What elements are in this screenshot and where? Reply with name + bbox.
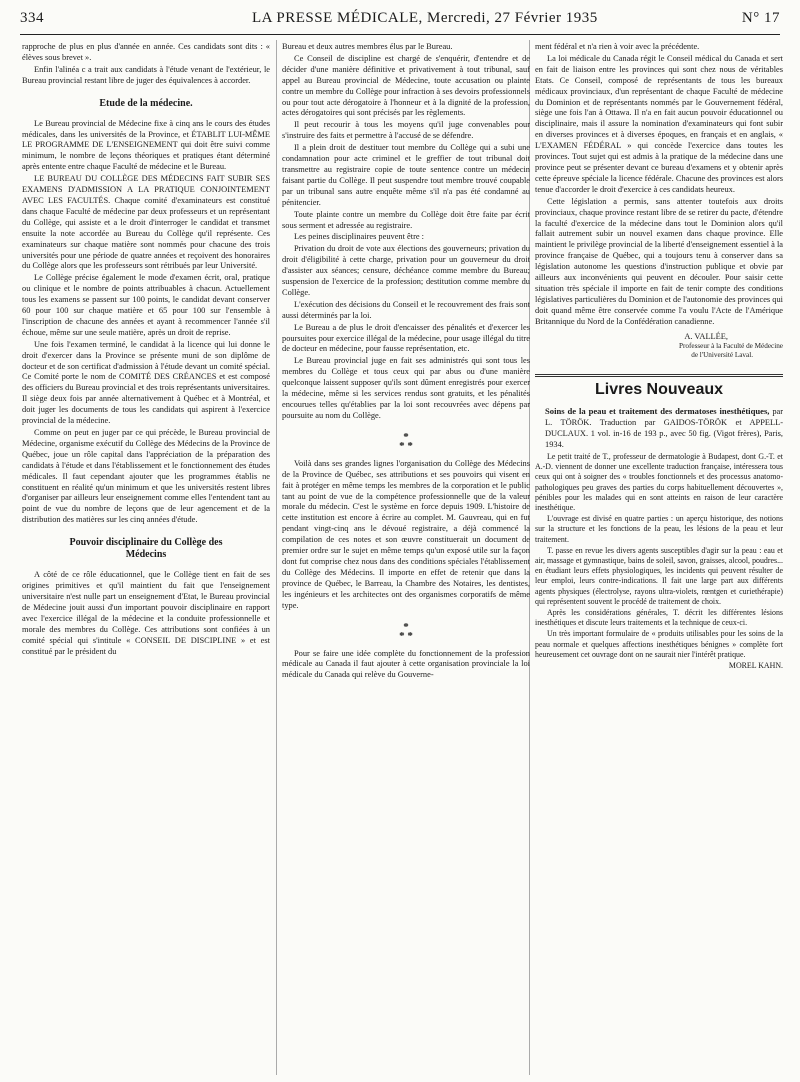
column-divider — [276, 40, 277, 1075]
paragraph: Bureau et deux autres membres élus par le Bureau. — [282, 42, 453, 51]
header-rule — [20, 34, 780, 35]
paragraph: Le petit traité de T., professeur de dermatologie à Budapest, dont G.-T. et A.-D. viennent de donner une excellente traduction française, intéressera tous ceux qui ont à soigner des « troubles fonctionnels et des processus anatomo-pathologiques peu graves des parties du corps habituellement découvertes », pénibles pour les malades qui en sont atteints en raison de leur caractère inesthétique. — [535, 452, 783, 513]
author-role: Professeur à la Faculté de Médecine — [679, 342, 783, 351]
books-title: Livres Nouveaux — [594, 381, 724, 399]
books-section — [535, 374, 783, 671]
paragraph: Toute plainte contre un membre du Collège doit être faite par écrit sous serment et adressée au registraire. — [282, 209, 530, 230]
column-2 — [282, 42, 530, 1072]
paragraph: Une fois l'examen terminé, le candidat à la licence qui lui donne le droit d'exercer dans la Province se présente muni de son diplôme de docteur et de son certificat d'admission à l'étude devant un comité spécial. Ce Comité porte le nom de COMITÉ DES CRÉANCES et est composé des officiers du Bureau provincial et des trois représentants universitaires. Il siège deux fois par année alternativement à Québec et à Montréal, et doit juger les documents de tous les candidats qui aspirent à l'exercice provincial de la médecine. — [22, 339, 270, 426]
paragraph: Pour se faire une idée complète du fonctionnement de la profession médicale au Canada il faut ajouter à cette organisation provinciale la loi médicale du Canada qui relève du Gouverne- — [282, 648, 530, 680]
paragraph: Il peut recourir à tous les moyens qu'il juge convenables pour s'instruire des faits et permettre à l'accusé de se défendre. — [282, 120, 530, 141]
section-separator: * * * — [399, 620, 413, 642]
section-separator: * * * — [399, 430, 413, 452]
paragraph: Les peines disciplinaires peuvent être : — [294, 232, 425, 242]
paragraph: La loi médicale du Canada régit le Conseil médical du Canada et sert en fait de liaison entre les provinces qui sont chez nous de véritables Etats. Ce Conseil, composé de représentants de tous les bureaux médicaux provinciaux, d'un représentant de chaque Faculté de médecine du Dominion et de représentants nommés par le Gouvernement fédéral, siège une fois l'an à Ottawa. Il n'a en fait aucun pouvoir éducationnel ou disciplinaire, mais il assure la nomination d'examinateurs qui font subir en diverses provinces et à diverses époques, en français et en anglais, « L'EXAMEN FÉDÉRAL » qui concède l'exercice dans toutes les provinces. Tout sujet qui est admis à la pratique de la médecine dans une province peut se présenter devant ce bureau d'examens et y obtenir après cette épreuve spéciale la licence fédérale. Chacune des provinces est alors tenue d'accorder le droit d'exercice à ces candidats heureux. — [535, 53, 783, 194]
paragraph: Voilà dans ses grandes lignes l'organisation du Collège des Médecins de la Province de Québec, ses attributions et ses pouvoirs qui visent en fait à protéger en même temps les membres de la corporation et le public tant au point de vue de la compétence professionnelle que de la valeur morale du médecin. C'est le système en force depuis 1909. L'histoire de cette institution est encore à écrire au complet. M. Gauvreau, qui en fut pendant vingt-cinq ans le dévoué registraire, a déjà commencé la compilation de ces notes et son œuvre constituerait un document de premier ordre sur le sujet en même temps qu'un exposé utile sur la façon dont fut comprise chez nous dans des conditions spéciales l'établissement du Collège des Médecins. Il importe en effet de retenir que dans la province de Québec, le Barreau, la Chambre des Notaires, les dentistes, les ingénieurs et les architectes ont des organismes corporatifs de même type. — [282, 458, 530, 610]
book-entry — [535, 406, 783, 451]
paragraph: ment fédéral et n'a rien à voir avec la précédente. — [535, 42, 700, 51]
author-signature — [535, 332, 783, 361]
issue-number: N° 17 — [741, 10, 780, 26]
journal-title: LA PRESSE MÉDICALE, Mercredi, 27 Février 1935 — [252, 10, 598, 26]
paragraph: L'exécution des décisions du Conseil et le recouvrement des frais sont aussi déterminés par la loi. — [282, 299, 530, 320]
book-heading: Soins de la peau et traitement des dermatoses inesthétiques, — [545, 406, 770, 417]
author-name: A. VALLÉE, — [684, 331, 728, 341]
paragraph: rapproche de plus en plus d'année en année. Ces candidats sont dits : « élèves sous brevet ». — [22, 42, 270, 62]
paragraph: Le Collège précise également le mode d'examen écrit, oral, pratique ou clinique et le nombre de points attribuables à chacun. Actuellement tous les examens se passent sur 100 points, le candidat devant conserver 60 pour 100 sur chaque matière et 65 pour 100 sur l'ensemble à l'inscription de chacune des années et ayant à recommencer l'année s'il échoue, même sur une seule matière, après un droit de reprise. — [22, 273, 270, 337]
paragraph: Enfin l'alinéa c a trait aux candidats à l'étude venant de l'extérieur, le Bureau provincial restant libre de juger des équivalences à accorder. — [22, 64, 270, 85]
paragraph: T. passe en revue les divers agents susceptibles d'agir sur la peau : eau et air, massage et gymnastique, bains de soleil, savon, graisses, alcool, poudres... en étudiant leurs effets physiologiques, les incidents qui peuvent résulter de leur emploi, leurs contre-indications. Il fait une large part aux différents agents physiques (électrolyse, rayons ultra-violets, rœntgen et curiethérapie) qui représentent souvent le procédé de traitement de choix. — [535, 545, 783, 606]
paragraph: Ce Conseil de discipline est chargé de s'enquérir, d'entendre et de décider d'une manière définitive et privativement à tout tribunal, sauf appel au Bureau provincial de Médecine, toute accusation ou plainte contre un membre du Collège pour infraction à ses devoirs professionnels ou pour tout acte dérogatoire à l'honneur et à la dignité de la profession, actes dérogatoires qui sont précisés par les règlements. — [282, 53, 530, 118]
paragraph: Un très important formulaire de « produits utilisables pour les soins de la peau normale et quelques affections inesthétiques bénignes » complète fort heureusement cet ouvrage dont on ne saurait nier l'intérêt pratique. — [535, 629, 783, 659]
section-heading: Pouvoir disciplinaire du Collège des Médecins — [69, 537, 223, 561]
paragraph: Cette législation a permis, sans attenter toutefois aux droits provinciaux, chaque province restant libre de se retirer du pacte, d'étendre la faculté d'exercice de la médecine dans tout le Dominion alors qu'il fallait autrement subir un nouvel examen dans chaque province. Elle maintient le privilège provincial de la liberté d'enseignement essentiel à la province française de Québec, qui a toujours tenu à conserver dans sa législation autonome les questions d'instruction publique et obvie par ailleurs aux inconvénients qui peuvent en découler. Pour saisir cette situation très spéciale il importe en fait de tenir compte des conditions législatives particulières du Dominion et de l'autonomie des provinces qui doit quand même être conservée comme l'a voulu l'Acte de l'Amérique Britannique du Nord de la Confédération canadienne. — [535, 196, 783, 326]
paragraph: Privation du droit de vote aux élections des gouverneurs; privation du droit d'éligibilité à cette charge, privation pour un gouverneur du droit d'assister aux séances; censure, déchéance comme membre du Bureau; suspension de l'exercice de la profession; destitution comme membre du Collège. — [282, 244, 530, 297]
section-heading: Etude de la médecine. — [99, 97, 193, 109]
page-header — [20, 10, 780, 34]
column-3 — [535, 42, 783, 1072]
book-reference: par L. TÖRÖK. Traduction par GAIDOS-TÖRÖK et APPELL-DUCLAUX. 1 vol. in-16 de 193 p., avec 50 fig. (Vigot frères), Paris, 1934. — [545, 407, 783, 450]
review-author: MOREL KAHN. — [728, 661, 783, 671]
paragraph: Le Bureau provincial juge en fait ses administrés qui sont tous les membres du Collège et tous ceux qui par abus ou d'une manière quelconque laissent supposer qu'ils sont dûment enregistrés pour exercer la médecine, même si les services rendus sont gratuits, et les pénalités encourues telles qu'établies par la loi sont recouvrées avec dépens par poursuite au nom du Collège. — [282, 356, 530, 420]
author-role: de l'Université Laval. — [691, 351, 753, 360]
paragraph: A côté de ce rôle éducationnel, que le Collège tient en fait de ses origines primitives et qu'il maintient du fait que l'enseignement universitaire n'est nulle part un enseignement d'Etat, le Bureau provincial de Médecine jouit aussi d'un important pouvoir disciplinaire en rapport avec l'exercice illégal de la médecine et la conduite professionnelle et morale des membres du Collège. Ces attributions sont confiées à un comité spécial qui s'intitule « CONSEIL DE DISCIPLINE » et est constitué par le président du — [22, 570, 270, 656]
paragraph: Il a plein droit de destituer tout membre du Collège qui a subi une condamnation pour acte criminel et le greffier de tout tribunal doit transmettre au registraire copie de toute sentence contre un médecin faisant partie du Collège. Il peut suspendre tout membre trouvé coupable par un tribunal sans autre enquête même s'il n'a pas été condamné au pénitencier. — [282, 143, 530, 207]
paragraph: Le Bureau a de plus le droit d'encaisser des pénalités et d'exercer les poursuites pour exercice illégal de la médecine, pour usage illégal du titre de docteur en médecine, pour fausse représentation, etc. — [282, 322, 530, 354]
paragraph: Comme on peut en juger par ce qui précède, le Bureau provincial de Médecine, organisme exécutif du Collège des Médecins de la Province de Québec, joue un rôle capital dans l'appréciation de la préparation des candidats à l'étude et dans l'établissement et le fonctionnement des études médicales. Il faut cependant ajouter que les programmes établis ne constituent en réalité qu'un minimum et que les universités restent libres d'organiser par ailleurs leur enseignement comme elles l'entendent tant au point de vue du nombre de leçons que de leur agencement et de la distribution des matières sur les cinq années d'étude. — [22, 428, 270, 525]
column-1 — [22, 42, 270, 1072]
paragraph: Le Bureau provincial de Médecine fixe à cinq ans le cours des études médicales, dans les universités de la Province, et ÉTABLIT LUI-MÊME LE PROGRAMME DE L'ENSEIGNEMENT qui doit être suivi comme minimum, le nombre de leçons théoriques et pratiques étant déterminé après entente entre chaque Faculté de médecine et le Bureau. — [22, 118, 270, 172]
paragraph: L'ouvrage est divisé en quatre parties : un aperçu historique, des notions sur la structure et les fonctions de la peau, les lésions de la peau et leur traitement. — [535, 514, 783, 544]
paragraph: Après les considérations générales, T. décrit les différentes lésions inesthétiques et discute leurs traitements et la technique de ceux-ci. — [535, 608, 783, 628]
page-number: 334 — [20, 10, 44, 26]
paragraph: LE BUREAU DU COLLÈGE DES MÉDECINS FAIT SUBIR SES EXAMENS D'ADMISSION A LA PRATIQUE CONJOINTEMENT AVEC LES FACULTÉS. Chaque comité d'examinateurs est constitué dans chaque Faculté de médecine par deux professeurs et un représentant du Collège, qui assiste et a le droit d'interroger le candidat et transmet ensuite la note accordée au Bureau du Collège qu'il représente. Ces examinateurs sur chaque matière sont nommés pour chacune des trois universités pour une période de quatre années et reçoivent des honoraires du Collège alors que les professeurs sont rétribués par leur Université. — [22, 174, 270, 271]
